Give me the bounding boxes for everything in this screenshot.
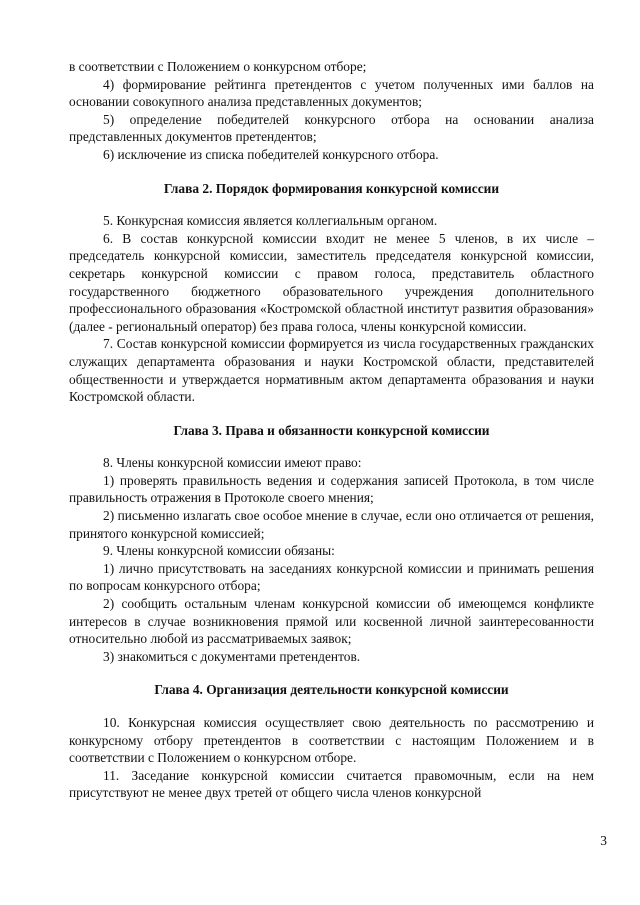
paragraph: 9. Члены конкурсной комиссии обязаны: — [103, 543, 335, 559]
page-content — [69, 58, 594, 802]
paragraph: 4) формирование рейтинга претендентов с учетом полученных ими баллов на основании совокупного анализа представленных документов; — [69, 76, 594, 110]
paragraph: 11. Заседание конкурсной комиссии считается правомочным, если на нем присутствуют не менее двух третей от общего числа членов конкурсной — [69, 767, 594, 801]
chapter-4-heading: Глава 4. Организация деятельности конкурсной комиссии — [154, 682, 509, 698]
page-number: 3 — [600, 833, 607, 848]
paragraph: 3) знакомиться с документами претендентов. — [103, 648, 361, 664]
paragraph: 1) проверять правильность ведения и содержания записей Протокола, в том числе правильность отражения в Протоколе своего мнения; — [69, 472, 594, 506]
paragraph: 1) лично присутствовать на заседаниях конкурсной комиссии и принимать решения по вопросам конкурсного отбора; — [69, 560, 594, 594]
paragraph: в соответствии с Положением о конкурсном отборе; — [69, 59, 367, 74]
paragraph: 6. В состав конкурсной комиссии входит не менее 5 членов, в их числе – председатель конкурсной комиссии, заместитель председателя конкурсной комиссии, секретарь конкурсной комиссии с правом голоса, представитель областного государственного бюджетного образовательного учреждения дополнительного профессионального образования «Костромской областной институт развития образования» (далее - региональный оператор) без права голоса, члены конкурсной комиссии. — [69, 230, 594, 334]
paragraph: 10. Конкурсная комиссия осуществляет свою деятельность по рассмотрению и конкурсному отбору претендентов в соответствии с настоящим Положением и в соответствии с Положением о конкурсном отборе. — [69, 715, 594, 766]
paragraph: 8. Члены конкурсной комиссии имеют право: — [103, 455, 362, 471]
paragraph: 2) письменно излагать свое особое мнение в случае, если оно отличается от решения, принятого конкурсной комиссией; — [69, 508, 594, 541]
chapter-3-heading: Глава 3. Права и обязанности конкурсной комиссии — [173, 422, 490, 438]
paragraph: 7. Состав конкурсной комиссии формируется из числа государственных гражданских служащих департамента образования и науки Костромской области, представителей общественности и утверждается нормативным актом департамента образования и науки Костромской области. — [69, 336, 594, 405]
chapter-2-heading: Глава 2. Порядок формирования конкурсной комиссии — [163, 180, 500, 196]
paragraph: 5. Конкурсная комиссия является коллегиальным органом. — [103, 213, 438, 229]
paragraph: 5) определение победителей конкурсного отбора на основании анализа представленных документов претендентов; — [69, 111, 594, 145]
paragraph: 6) исключение из списка победителей конкурсного отбора. — [103, 146, 439, 162]
paragraph: 2) сообщить остальным членам конкурсной комиссии об имеющемся конфликте интересов в случае возникновения прямой или косвенной личной заинтересованности относительно любой из рассматриваемых заявок; — [69, 596, 594, 647]
